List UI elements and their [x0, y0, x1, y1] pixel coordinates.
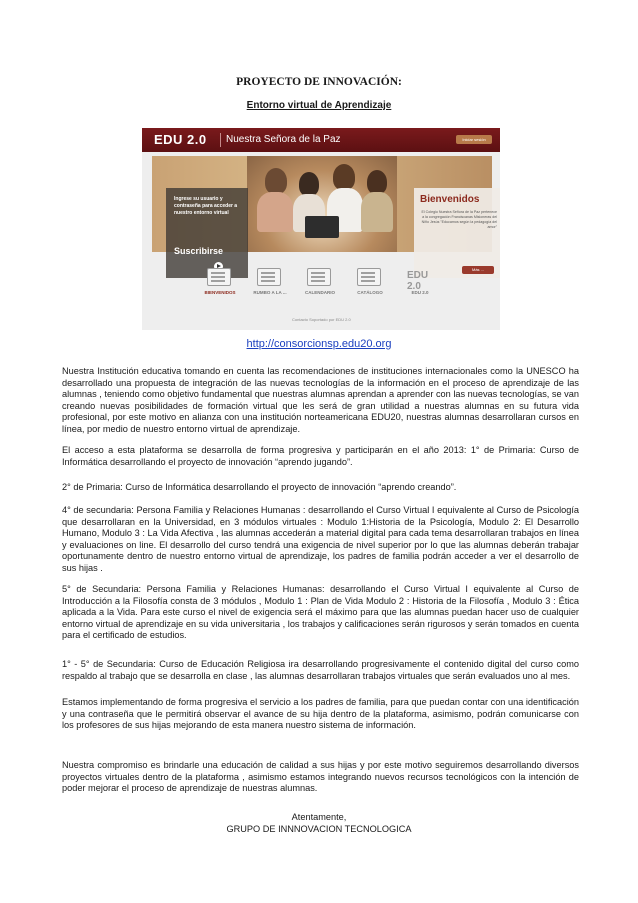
student-head — [299, 172, 319, 196]
nav-item-label: CALENDARIO — [305, 290, 335, 295]
edu20-logo: EDU 2.0 — [154, 132, 207, 147]
school-name: Nuestra Señora de la Paz — [226, 134, 341, 145]
welcome-banner — [152, 156, 497, 272]
platform-nav — [197, 266, 447, 308]
nav-item-rumbo — [247, 266, 293, 308]
welcome-icon — [207, 268, 231, 286]
nav-item-label: RUMBO A LA ... — [253, 290, 287, 295]
platform-header — [142, 128, 500, 152]
nav-item-calendario — [297, 266, 343, 308]
laptop-icon — [305, 216, 339, 238]
welcome-panel — [414, 188, 500, 278]
login-panel-text: Ingrese su usuario y contraseña para acceder a nuestro entorno virtual — [174, 196, 238, 216]
document-title: PROYECTO DE INNOVACIÓN: — [236, 76, 402, 88]
closing-block — [0, 811, 638, 835]
welcome-text: El Colegio Nuestra Señora de la Paz pertenece a la congregación Franciscanas Misioneras del Niño Jesús "Educamos según la pedagogía del amor" — [421, 210, 497, 229]
student-head — [265, 168, 287, 194]
nav-item-bienvenidos — [197, 266, 243, 308]
body-paragraph: 5° de Secundaria: Persona Familia y Relaciones Humanas: desarrollando el Curso Virtual I equivalente al Curso de Introducción a la Filosofía consta de 3 módulos , Modulo 1 : Plan de Vida Modulo 2 : Historia de la Filosofía , Modulo 3 : Ética aplicada a la Vida. Para este curso el nivel de exigencia será el máximo para que las alumnas puedan hacer uso de cualquier entorno virtual de aprendizaje en su vida universitaria , los trabajos y calificaciones serán rigurosos y serán tomados en cuenta para el certificado de estudios. — [62, 584, 579, 641]
login-button: Iniciar sesión — [456, 135, 492, 144]
platform-screenshot — [142, 128, 500, 330]
login-panel — [166, 188, 248, 278]
body-paragraph: Nuestra Institución educativa tomando en cuenta las recomendaciones de instituciones internacionales como la UNESCO ha desarrollado una propuesta de integración de las nuevas tecnologías de la información en el proceso de aprendizaje de las alumnas , teniendo como objetivo fundamental que nuestras alumnas aprendan a aprender con las nuevas tecnologías, se van creando nuevas posibilidades de formación virtual que les será de gran utilidad a nuestras alumnas en su futura vida profesional, por este motivo en alianza con una institución norteamericana EDU20, nuestras alumnas desarrollaran cursos en línea, por medio de nuestro entorno virtual de aprendizaje. — [62, 366, 579, 434]
subscribe-label: Suscribirse — [174, 246, 224, 256]
students-photo — [247, 156, 397, 252]
salutation: Atentamente, — [291, 812, 347, 822]
student-body — [361, 192, 393, 232]
signature: GRUPO DE INNNOVACION TECNOLOGICA — [226, 824, 412, 834]
nav-item-label: EDU 2.0 — [411, 290, 429, 295]
body-paragraph: Estamos implementando de forma progresiva el servicio a los padres de familia, para que puedan contar con una identificación y una contraseña que le permitirá observar el avance de su hija dentro de la plataforma, asimismo, podrán comunicarse con los profesores de sus hijas mejorando de esta manera nuestro sistema de información. — [62, 697, 579, 731]
nav-item-catalogo — [347, 266, 393, 308]
body-paragraph: 2° de Primaria: Curso de Informática desarrollando el proyecto de innovación “aprendo creando”. — [62, 482, 457, 492]
document-subtitle: Entorno virtual de Aprendizaje — [246, 100, 392, 111]
student-head — [367, 170, 387, 194]
catalog-icon — [357, 268, 381, 286]
body-paragraph: 4° de secundaria: Persona Familia y Relaciones Humanas : desarrollando el Curso Virtual I equivalente al Curso de Psicología que desarrollaran en la Universidad, en 3 módulos virtuales : Modulo 1:Historia de la Psicología, Modulo 2: El Desarrollo Humano, Modulo 3 : La Vida Afectiva , las alumnas accederán a material digital para cada tema desarrollaran trabajos en línea y evaluaciones on line. El desarrollo del curso tendrá una exigencia de nivel superior por lo que las alumnas deberán trabajar oportunamente dentro de nuestro entorno virtual de aprendizaje, los padres de familia podrán acceder a ver el desarrollo de sus hijas . — [62, 505, 579, 573]
nav-item-label: CATÁLOGO — [357, 290, 383, 295]
body-paragraph: Nuestra compromiso es brindarle una educación de calidad a sus hijas y por este motivo seguiremos desarrollando diversos proyectos virtuales dentro de la plataforma , asimismo estamos integrando nuevos recursos tecnológicos con la intención de poder mejorar el proceso de aprendizaje de nuestras alumnas. — [62, 760, 579, 794]
path-icon — [257, 268, 281, 286]
student-body — [257, 192, 293, 232]
more-button: Más ... — [462, 266, 494, 274]
student-head — [333, 164, 355, 190]
nav-item-label: BIENVENIDOS — [204, 290, 236, 295]
nav-item-edu20 — [397, 266, 443, 308]
body-paragraph: El acceso a esta plataforma se desarrolla de forma progresiva y participarán en el año 2013: 1° de Primaria: Curso de Informática desarrollando el proyecto de innovación “aprendo jugando”. — [62, 445, 579, 467]
welcome-title: Bienvenidos — [420, 194, 480, 205]
platform-footer-links: Contacto Soportado por EDU 2.0 — [292, 317, 351, 322]
body-paragraph: 1° - 5° de Secundaria: Curso de Educación Religiosa ira desarrollando progresivamente el contenido digital del curso como respaldo al trabajo que se desarrolla en clase , las alumnas desarrollaran trabajos virtuales que serán evaluados uno al mes. — [62, 659, 579, 681]
calendar-icon — [307, 268, 331, 286]
edu20-nav-logo: EDU 2.0 — [407, 270, 429, 292]
header-divider — [220, 133, 221, 147]
platform-url-link[interactable]: http://consorcionsp.edu20.org — [246, 338, 392, 350]
